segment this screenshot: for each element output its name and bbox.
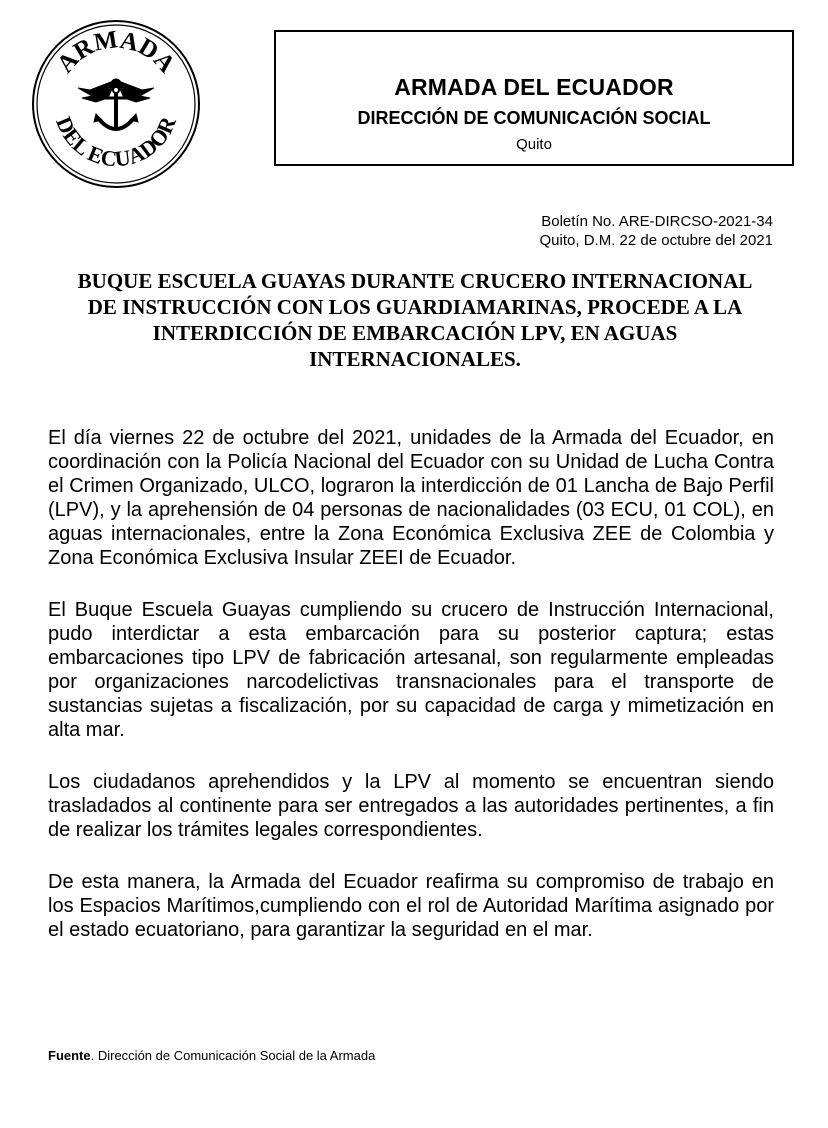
body-paragraph: Los ciudadanos aprehendidos y la LPV al momento se encuentran siendo trasladados al continente para ser entregados a las autoridades pertinentes, a fin de realizar los trámites legales correspondientes. [48,771,774,841]
body-paragraph: El Buque Escuela Guayas cumpliendo su crucero de Instrucción Internacional, pudo interdictar a esta embarcación para su posterior captura; estas embarcaciones tipo LPV de fabricación artesanal, son regularmente empleadas por organizaciones narcodelictivas transnacionales para el transporte de sustancias sujetas a fiscalización, por su capacidad de carga y mimetización en alta mar. [48,599,774,741]
bulletin-number: Boletín No. ARE-DIRCSO-2021-34 [541,213,773,230]
bulletin-date: Quito, D.M. 22 de octubre del 2021 [539,232,773,249]
press-release-headline: BUQUE ESCUELA GUAYAS DURANTE CRUCERO INTERNACIONAL DE INSTRUCCIÓN CON LOS GUARDIAMARINAS, PROCEDE A LA INTERDICCIÓN DE EMBARCACIÓN LPV, EN AGUAS INTERNACIONALES. [77,269,753,371]
source-label: Fuente [48,1048,91,1063]
department-name: DIRECCIÓN DE COMUNICACIÓN SOCIAL [357,108,711,128]
body-paragraph: El día viernes 22 de octubre del 2021, unidades de la Armada del Ecuador, en coordinación con la Policía Nacional del Ecuador con su Unidad de Lucha Contra el Crimen Organizado, ULCO, lograron la interdicción de 01 Lancha de Bajo Perfil (LPV), y la aprehensión de 04 personas de nacionalidades (03 ECU, 01 COL), en aguas internacionales, entre la Zona Económica Exclusiva ZEE de Colombia y Zona Económica Exclusiva Insular ZEEI de Ecuador. [48,427,774,569]
city-label: Quito [516,136,552,153]
source-credit [48,1048,375,1063]
source-text: . Dirección de Comunicación Social de la Armada [90,1048,376,1063]
seal-top-text: ARMADA [51,26,181,79]
armada-seal-logo [30,18,202,190]
header-box [274,30,794,166]
organization-name: ARMADA DEL ECUADOR [394,74,674,100]
condor-anchor-emblem-icon [78,79,154,130]
body-paragraph: De esta manera, la Armada del Ecuador reafirma su compromiso de trabajo en los Espacios Marítimos,cumpliendo con el rol de Autoridad Marítima asignado por el estado ecuatoriano, para garantizar la seguridad en el mar. [48,871,774,941]
press-release-body [48,426,774,970]
seal-bottom-text: DEL ECUADOR [51,113,181,172]
bulletin-info [540,212,773,250]
